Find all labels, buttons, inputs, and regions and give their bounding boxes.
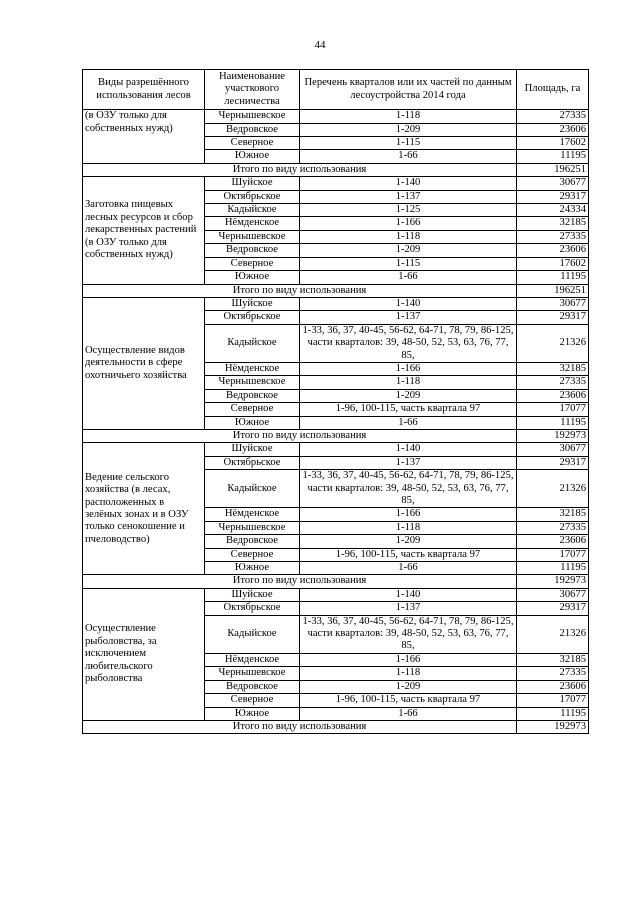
forestry-cell: Октябрьское (205, 602, 300, 615)
total-label: Итого по виду использования (83, 284, 517, 297)
header-type: Виды разрешённого использования лесов (83, 70, 205, 110)
forestry-cell: Северное (205, 694, 300, 707)
forestry-cell: Октябрьское (205, 190, 300, 203)
area-cell: 17602 (517, 257, 589, 270)
forestry-cell: Южное (205, 562, 300, 575)
forestry-cell: Чернышевское (205, 376, 300, 389)
quarters-cell: 1-166 (300, 508, 517, 521)
forestry-cell: Шуйское (205, 443, 300, 456)
total-row (83, 720, 589, 733)
quarters-cell: 1-209 (300, 244, 517, 257)
area-cell: 27335 (517, 110, 589, 123)
area-cell: 32185 (517, 508, 589, 521)
forestry-cell: Кадыйское (205, 324, 300, 362)
quarters-cell: 1-140 (300, 588, 517, 601)
forestry-cell: Нёмденское (205, 362, 300, 375)
area-cell: 27335 (517, 230, 589, 243)
use-type-cell (83, 177, 205, 284)
forestry-cell: Нёмденское (205, 217, 300, 230)
area-cell: 21326 (517, 470, 589, 508)
area-cell: 32185 (517, 217, 589, 230)
total-label: Итого по виду использования (83, 429, 517, 442)
quarters-cell: 1-209 (300, 123, 517, 136)
forestry-cell: Южное (205, 150, 300, 163)
area-cell: 30677 (517, 177, 589, 190)
quarters-cell: 1-118 (300, 110, 517, 123)
total-value: 192973 (517, 575, 589, 588)
total-row (83, 575, 589, 588)
forestry-cell: Южное (205, 707, 300, 720)
forestry-cell: Ведровское (205, 123, 300, 136)
table-row (83, 177, 589, 190)
quarters-cell: 1-66 (300, 150, 517, 163)
forestry-cell: Октябрьское (205, 456, 300, 469)
quarters-cell: 1-96, 100-115, часть квартала 97 (300, 548, 517, 561)
total-label: Итого по виду использования (83, 575, 517, 588)
forestry-cell: Шуйское (205, 297, 300, 310)
area-cell: 17077 (517, 403, 589, 416)
total-label: Итого по виду использования (83, 163, 517, 176)
quarters-cell: 1-125 (300, 204, 517, 217)
quarters-cell: 1-115 (300, 137, 517, 150)
forestry-cell: Чернышевское (205, 230, 300, 243)
quarters-cell: 1-137 (300, 456, 517, 469)
total-row (83, 284, 589, 297)
quarters-cell: 1-137 (300, 311, 517, 324)
forestry-cell: Кадыйское (205, 204, 300, 217)
header-area: Площадь, га (517, 70, 589, 110)
area-cell: 11195 (517, 150, 589, 163)
area-cell: 30677 (517, 443, 589, 456)
forestry-cell: Октябрьское (205, 311, 300, 324)
forestry-cell: Шуйское (205, 177, 300, 190)
area-cell: 11195 (517, 416, 589, 429)
quarters-cell: 1-33, 36, 37, 40-45, 56-62, 64-71, 78, 79, 86-125, части кварталов: 39, 48-50, 52, 53, 63, 76, 77, 85, (300, 615, 517, 653)
use-type-text: (в ОЗУ только для собственных нужд) (85, 110, 173, 134)
quarters-cell: 1-137 (300, 602, 517, 615)
area-cell: 11195 (517, 707, 589, 720)
quarters-cell: 1-66 (300, 271, 517, 284)
area-cell: 30677 (517, 297, 589, 310)
quarters-cell: 1-33, 36, 37, 40-45, 56-62, 64-71, 78, 79, 86-125, части кварталов: 39, 48-50, 52, 53, 63, 76, 77, 85, (300, 470, 517, 508)
use-type-cell (83, 588, 205, 720)
forestry-cell: Северное (205, 548, 300, 561)
area-cell: 29317 (517, 602, 589, 615)
forest-use-table (82, 69, 589, 734)
area-cell: 29317 (517, 311, 589, 324)
quarters-cell: 1-66 (300, 416, 517, 429)
area-cell: 24334 (517, 204, 589, 217)
table-row (83, 297, 589, 310)
total-value: 196251 (517, 284, 589, 297)
quarters-cell: 1-209 (300, 680, 517, 693)
forestry-cell: Чернышевское (205, 521, 300, 534)
forestry-cell: Ведровское (205, 244, 300, 257)
table-row (83, 110, 589, 123)
header-forestry: Наименование участкового лесничества (205, 70, 300, 110)
area-cell: 11195 (517, 562, 589, 575)
quarters-cell: 1-166 (300, 653, 517, 666)
total-row (83, 429, 589, 442)
table-row (83, 588, 589, 601)
total-row (83, 163, 589, 176)
use-type-cell (83, 110, 205, 164)
quarters-cell: 1-33, 36, 37, 40-45, 56-62, 64-71, 78, 79, 86-125, части кварталов: 39, 48-50, 52, 53, 63, 76, 77, 85, (300, 324, 517, 362)
total-value: 192973 (517, 429, 589, 442)
quarters-cell: 1-118 (300, 376, 517, 389)
forestry-cell: Ведровское (205, 389, 300, 402)
table-body (83, 110, 589, 734)
forestry-cell: Ведровское (205, 535, 300, 548)
quarters-cell: 1-140 (300, 177, 517, 190)
total-value: 192973 (517, 720, 589, 733)
area-cell: 29317 (517, 190, 589, 203)
use-type-cell (83, 443, 205, 575)
area-cell: 23606 (517, 535, 589, 548)
area-cell: 17077 (517, 694, 589, 707)
area-cell: 21326 (517, 324, 589, 362)
forestry-cell: Шуйское (205, 588, 300, 601)
quarters-cell: 1-166 (300, 217, 517, 230)
quarters-cell: 1-96, 100-115, часть квартала 97 (300, 403, 517, 416)
use-type-text: Ведение сельского хозяйства (в лесах, расположенных в зелёных зонах и в ОЗУ только сенокошение и пчеловодство) (85, 471, 189, 545)
area-cell: 23606 (517, 680, 589, 693)
forestry-cell: Южное (205, 271, 300, 284)
forestry-cell: Ведровское (205, 680, 300, 693)
quarters-cell: 1-209 (300, 535, 517, 548)
use-type-text: Заготовка пищевых лесных ресурсов и сбор лекарственных растений (в ОЗУ только для собственных нужд) (85, 199, 197, 260)
use-type-cell (83, 297, 205, 429)
area-cell: 21326 (517, 615, 589, 653)
table-header-row (83, 70, 589, 110)
quarters-cell: 1-118 (300, 230, 517, 243)
quarters-cell: 1-66 (300, 707, 517, 720)
quarters-cell: 1-66 (300, 562, 517, 575)
area-cell: 23606 (517, 123, 589, 136)
forestry-cell: Нёмденское (205, 653, 300, 666)
area-cell: 30677 (517, 588, 589, 601)
area-cell: 27335 (517, 521, 589, 534)
forestry-cell: Южное (205, 416, 300, 429)
area-cell: 17077 (517, 548, 589, 561)
total-label: Итого по виду использования (83, 720, 517, 733)
quarters-cell: 1-166 (300, 362, 517, 375)
quarters-cell: 1-118 (300, 521, 517, 534)
quarters-cell: 1-140 (300, 443, 517, 456)
quarters-cell: 1-118 (300, 667, 517, 680)
area-cell: 27335 (517, 376, 589, 389)
area-cell: 27335 (517, 667, 589, 680)
quarters-cell: 1-140 (300, 297, 517, 310)
quarters-cell: 1-209 (300, 389, 517, 402)
use-type-text: Осуществление рыболовства, за исключением любительского рыболовства (85, 623, 157, 684)
forestry-cell: Кадыйское (205, 615, 300, 653)
area-cell: 23606 (517, 389, 589, 402)
forestry-cell: Нёмденское (205, 508, 300, 521)
area-cell: 23606 (517, 244, 589, 257)
header-quarters: Перечень кварталов или их частей по данным лесоустройства 2014 года (300, 70, 517, 110)
forestry-cell: Кадыйское (205, 470, 300, 508)
quarters-cell: 1-96, 100-115, часть квартала 97 (300, 694, 517, 707)
area-cell: 32185 (517, 362, 589, 375)
total-value: 196251 (517, 163, 589, 176)
use-type-text: Осуществление видов деятельности в сфере охотничьего хозяйства (85, 344, 187, 381)
quarters-cell: 1-137 (300, 190, 517, 203)
page-number: 44 (314, 39, 326, 51)
forestry-cell: Северное (205, 257, 300, 270)
forestry-cell: Чернышевское (205, 110, 300, 123)
forestry-cell: Чернышевское (205, 667, 300, 680)
area-cell: 17602 (517, 137, 589, 150)
table-row (83, 443, 589, 456)
quarters-cell: 1-115 (300, 257, 517, 270)
area-cell: 29317 (517, 456, 589, 469)
area-cell: 32185 (517, 653, 589, 666)
area-cell: 11195 (517, 271, 589, 284)
forestry-cell: Северное (205, 403, 300, 416)
forestry-cell: Северное (205, 137, 300, 150)
